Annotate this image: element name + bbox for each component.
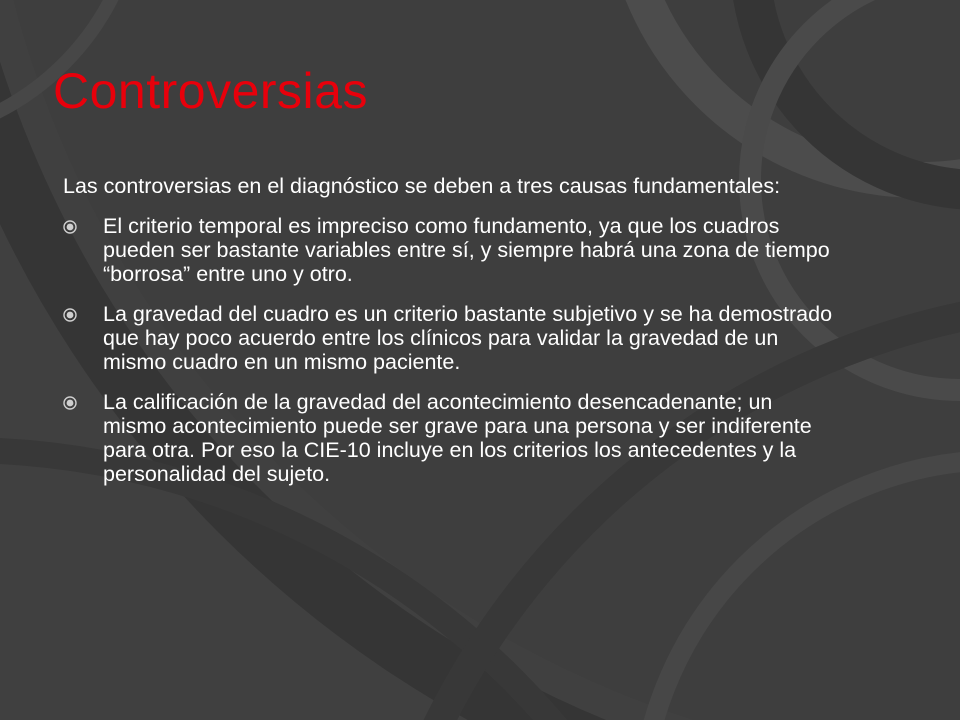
intro-paragraph: Las controversias en el diagnóstico se deben a tres causas fundamentales:: [63, 174, 781, 198]
bullet-list: [63, 214, 833, 486]
slide-body: [63, 174, 833, 502]
list-item: [63, 390, 833, 486]
bullet-text: El criterio temporal es impreciso como fundamento, ya que los cuadros pueden ser bastante variables entre sí, y siempre habrá una zona de tiempo “borrosa” entre uno y otro.: [103, 214, 830, 286]
bullet-text: La gravedad del cuadro es un criterio bastante subjetivo y se ha demostrado que hay poco acuerdo entre los clínicos para validar la gravedad de un mismo cuadro en un mismo paciente.: [103, 302, 833, 374]
bullet-text: La calificación de la gravedad del acontecimiento desencadenante; un mismo acontecimiento puede ser grave para una persona y ser indiferente para otra. Por eso la CIE-10 incluye en los criterios los antecedentes y la personalidad del sujeto.: [103, 390, 812, 486]
circle-bullet-icon: [63, 220, 77, 234]
list-item: [63, 302, 833, 374]
list-item: [63, 214, 833, 286]
circle-bullet-icon: [63, 308, 77, 322]
circle-bullet-icon: [63, 396, 77, 410]
slide-title: Controversias: [53, 63, 368, 119]
